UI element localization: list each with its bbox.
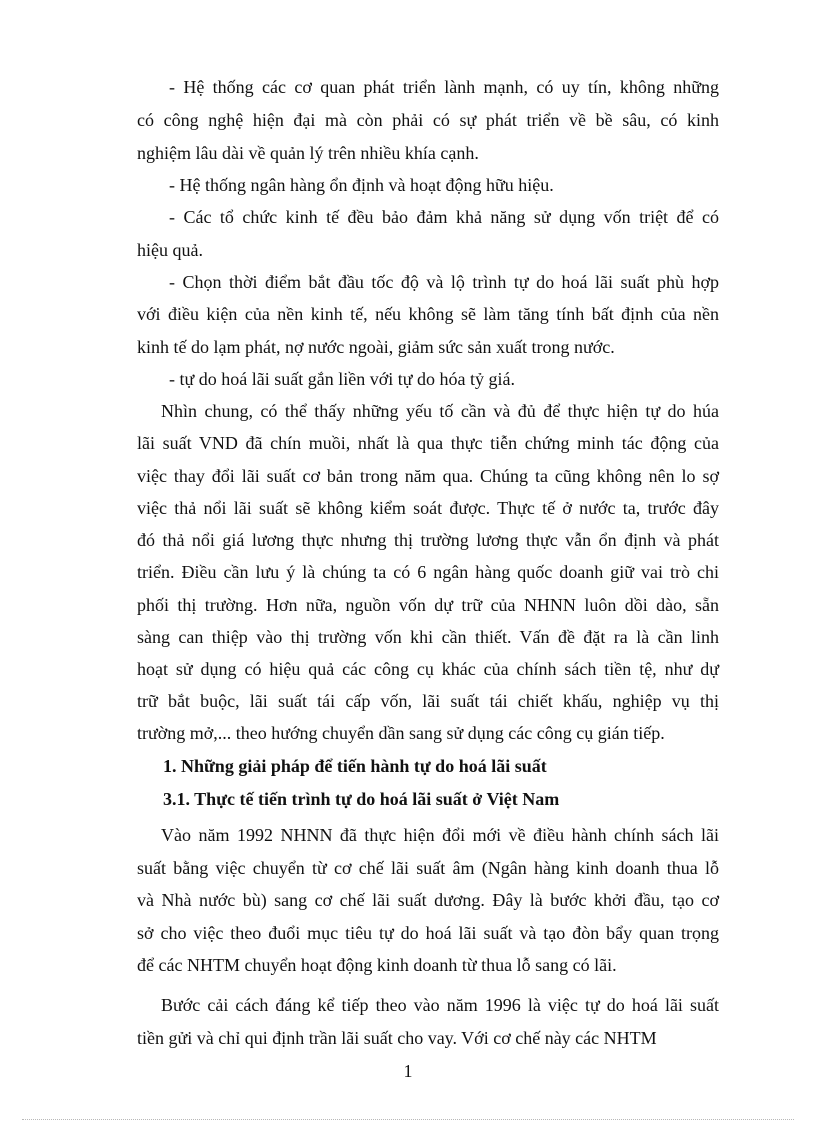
text-line: Vào năm 1992 NHNN đã thực hiện đổi mới về điều hành chính sách lãi bbox=[161, 825, 719, 845]
text-line: sàng can thiệp vào thị trường vốn khi cần thiết. Vấn đề đặt ra là cần linh bbox=[137, 627, 719, 647]
text-line: Nhìn chung, có thể thấy những yếu tố cần và đủ để thực hiện tự do húa bbox=[161, 401, 719, 421]
text-line: phối thị trường. Hơn nữa, nguồn vốn dự trữ của NHNN luôn dồi dào, sẵn bbox=[137, 595, 719, 615]
text-line: lãi suất VND đã chín muồi, nhất là qua thực tiễn chứng minh tác động của bbox=[137, 433, 719, 453]
text-line: việc thả nổi lãi suất sẽ không kiểm soát được. Thực tế ở nước ta, trước đây bbox=[137, 498, 719, 518]
text-line: suất bằng việc chuyển từ cơ chế lãi suất âm (Ngân hàng kinh doanh thua lỗ bbox=[137, 858, 719, 878]
text-line: kinh tế do lạm phát, nợ nước ngoài, giảm sức sản xuất trong nước. bbox=[137, 337, 615, 357]
text-line: - Hệ thống ngân hàng ổn định và hoạt động hữu hiệu. bbox=[169, 175, 554, 195]
text-line: tiền gửi và chỉ qui định trần lãi suất cho vay. Với cơ chế này các NHTM bbox=[137, 1028, 657, 1048]
text-line: đó thả nổi giá lương thực nhưng thị trường lương thực vẫn ổn định và phát bbox=[137, 530, 719, 550]
text-line: - tự do hoá lãi suất gắn liền với tự do hóa tỷ giá. bbox=[169, 369, 515, 389]
text-line: sở cho việc theo đuổi mục tiêu tự do hoá lãi suất và tạo đòn bẩy quan trọng bbox=[137, 923, 719, 943]
text-line: việc thay đổi lãi suất cơ bản trong năm qua. Chúng ta cũng không nên lo sợ bbox=[137, 466, 719, 486]
text-line: Bước cải cách đáng kể tiếp theo vào năm 1996 là việc tự do hoá lãi suất bbox=[161, 995, 719, 1015]
section-heading: 1. Những giải pháp để tiến hành tự do hoá lãi suất bbox=[163, 756, 547, 776]
text-line: để các NHTM chuyển hoạt động kinh doanh từ thua lỗ sang có lãi. bbox=[137, 955, 617, 975]
text-line: có công nghệ hiện đại mà còn phải có sự phát triển về bề sâu, có kinh bbox=[137, 110, 719, 130]
footer-divider bbox=[22, 1119, 794, 1120]
text-line: với điều kiện của nền kinh tế, nếu không sẽ làm tăng tính bất định của nền bbox=[137, 304, 719, 324]
text-line: - Hệ thống các cơ quan phát triển lành mạnh, có uy tín, không những bbox=[169, 77, 719, 97]
text-line: triển. Điều cần lưu ý là chúng ta có 6 ngân hàng quốc doanh giữ vai trò chi bbox=[137, 562, 719, 582]
text-line: trữ bắt buộc, lãi suất tái cấp vốn, lãi suất tái chiết khấu, nghiệp vụ thị bbox=[137, 691, 719, 711]
page-number: 1 bbox=[403, 1061, 413, 1081]
text-line: - Chọn thời điểm bắt đầu tốc độ và lộ trình tự do hoá lãi suất phù hợp bbox=[169, 272, 719, 292]
text-line: và Nhà nước bù) sang cơ chế lãi suất dương. Đây là bước khởi đầu, tạo cơ bbox=[137, 890, 719, 910]
text-line: trường mở,... theo hướng chuyển dần sang sử dụng các công cụ gián tiếp. bbox=[137, 723, 665, 743]
text-line: hoạt sử dụng có hiệu quả các công cụ khác của chính sách tiền tệ, như dự bbox=[137, 659, 719, 679]
text-line: - Các tổ chức kinh tế đều bảo đảm khả năng sử dụng vốn triệt để có bbox=[169, 207, 719, 227]
subsection-heading: 3.1. Thực tế tiến trình tự do hoá lãi suất ở Việt Nam bbox=[163, 789, 560, 809]
text-line: nghiệm lâu dài về quản lý trên nhiều khía cạnh. bbox=[137, 143, 479, 163]
text-line: hiệu quả. bbox=[137, 240, 203, 260]
